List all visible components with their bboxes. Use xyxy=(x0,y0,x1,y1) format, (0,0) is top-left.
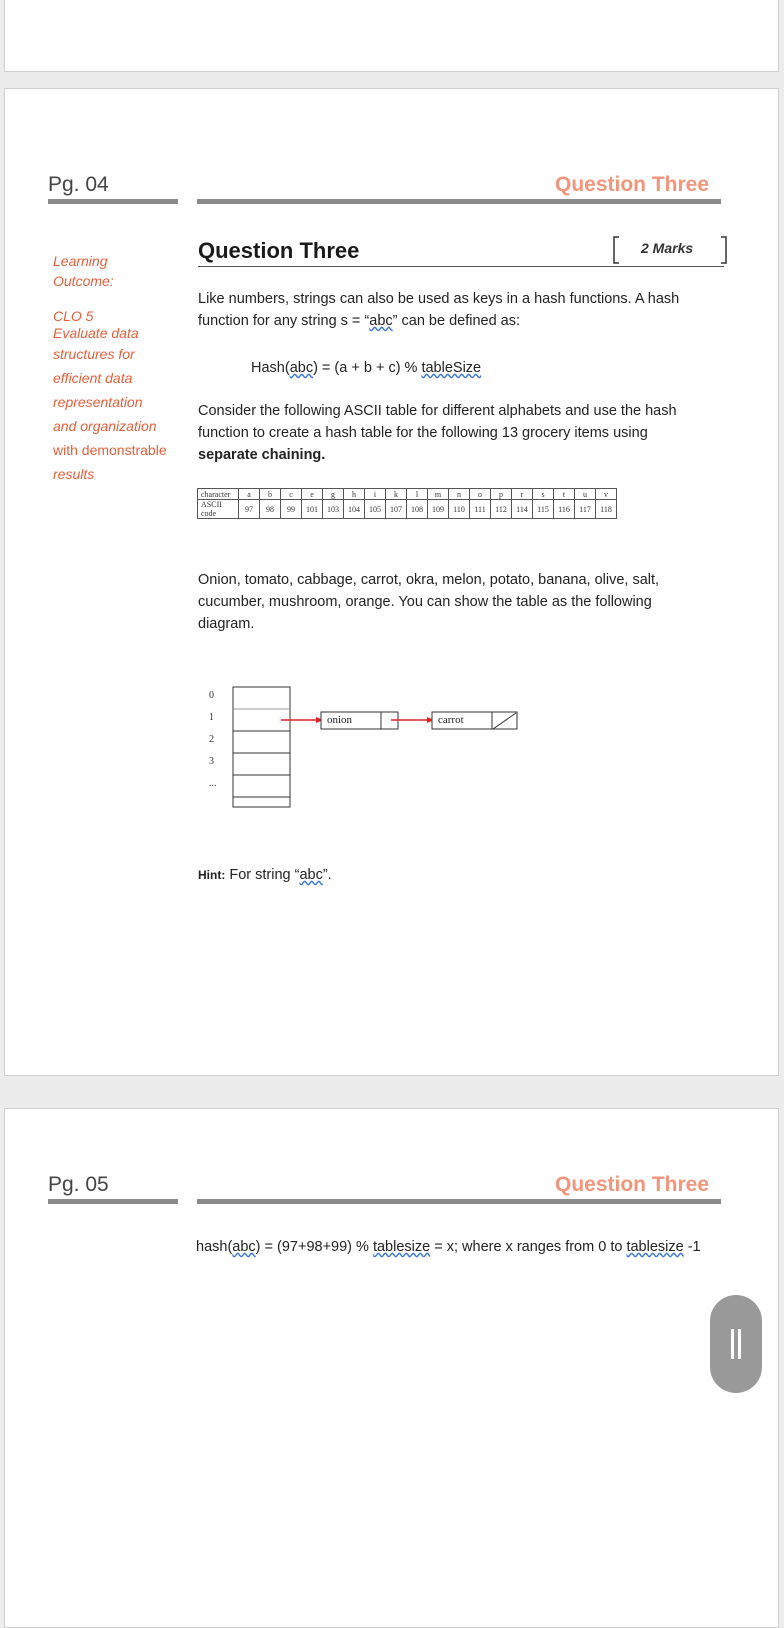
ascii-char-cell: h xyxy=(344,489,365,500)
ascii-char-cell: p xyxy=(491,489,512,500)
page-04 xyxy=(4,88,779,1076)
page-05 xyxy=(4,1108,779,1628)
scroll-handle[interactable] xyxy=(710,1295,762,1393)
ascii-table xyxy=(197,488,617,519)
right-rule xyxy=(197,199,721,204)
question-title: Question Three xyxy=(198,238,360,263)
ascii-code-cell: 105 xyxy=(365,500,386,519)
left-rule xyxy=(48,1199,178,1204)
page-number: Pg. 05 xyxy=(48,1173,109,1196)
consider-paragraph: Consider the following ASCII table for different alphabets and use the hash function to create a hash table for the following 13 grocery items using separate chaining. xyxy=(198,403,677,463)
right-rule xyxy=(197,1199,721,1204)
bucket-indices: 0 1 2 3 ... xyxy=(209,690,217,789)
ascii-char-cell: b xyxy=(260,489,281,500)
ascii-code-cell: 101 xyxy=(302,500,323,519)
clo-description: CLO 5 Evaluate data structures for efficient data representation and organization with demonstrable results xyxy=(53,308,167,482)
ascii-code-cell: 97 xyxy=(239,500,260,519)
page-number: Pg. 04 xyxy=(48,173,109,196)
ascii-char-cell: k xyxy=(386,489,407,500)
ascii-code-cell: 116 xyxy=(554,500,575,519)
ascii-code-cell: 118 xyxy=(596,500,617,519)
previous-page xyxy=(4,0,779,72)
hash-table-diagram xyxy=(195,685,535,815)
intro-paragraph: Like numbers, strings can also be used as keys in a hash functions. A hash function for any string s = “abc” can be defined as: xyxy=(198,291,680,329)
ascii-code-cell: 107 xyxy=(386,500,407,519)
ascii-code-cell: 103 xyxy=(323,500,344,519)
ascii-code-cell: 109 xyxy=(428,500,449,519)
section-header: Question Three xyxy=(555,173,710,196)
ascii-code-cell: 110 xyxy=(449,500,470,519)
ascii-code-cell: 99 xyxy=(281,500,302,519)
hash-answer-formula: hash(abc) = (97+98+99) % tablesize = x; where x ranges from 0 to tablesize -1 xyxy=(196,1239,701,1255)
node-onion: onion xyxy=(327,714,353,726)
hash-formula: Hash(abc) = (a + b + c) % tableSize xyxy=(251,360,482,376)
ascii-char-cell: l xyxy=(407,489,428,500)
ascii-char-cell: v xyxy=(596,489,617,500)
ascii-char-cell: a xyxy=(239,489,260,500)
ascii-code-row: ASCII code 97 98 99 101 103 104 105 107 108 109 110 111 112 114 115 116 117 118 xyxy=(198,500,617,519)
grocery-items-paragraph: Onion, tomato, cabbage, carrot, okra, melon, potato, banana, olive, salt, cucumber, mushroom, orange. You can show the table as the following diagram. xyxy=(198,572,660,632)
section-header: Question Three xyxy=(555,1173,710,1196)
ascii-code-cell: 114 xyxy=(512,500,533,519)
ascii-code-cell: 117 xyxy=(575,500,596,519)
ascii-code-cell: 115 xyxy=(533,500,554,519)
ascii-char-cell: c xyxy=(281,489,302,500)
ascii-code-cell: 112 xyxy=(491,500,512,519)
ascii-char-cell: t xyxy=(554,489,575,500)
ascii-char-cell: s xyxy=(533,489,554,500)
ascii-code-cell: 98 xyxy=(260,500,281,519)
ascii-code-cell: 104 xyxy=(344,500,365,519)
hint: Hint: For string “abc”. xyxy=(198,867,332,883)
ascii-char-cell: m xyxy=(428,489,449,500)
ascii-char-cell: n xyxy=(449,489,470,500)
ascii-code-cell: 108 xyxy=(407,500,428,519)
diagram-graphics xyxy=(195,685,535,815)
ascii-char-cell: o xyxy=(470,489,491,500)
ascii-char-row: character a b c e g h i k l m n o p r s t u v xyxy=(198,489,617,500)
learning-outcome-label: Learning Outcome: xyxy=(53,253,114,289)
marks: 2 Marks xyxy=(641,240,694,256)
ascii-char-cell: i xyxy=(365,489,386,500)
ascii-code-cell: 111 xyxy=(470,500,491,519)
node-carrot: carrot xyxy=(438,714,464,726)
ascii-char-cell: u xyxy=(575,489,596,500)
ascii-char-cell: g xyxy=(323,489,344,500)
ascii-char-cell: r xyxy=(512,489,533,500)
ascii-char-cell: e xyxy=(302,489,323,500)
left-rule xyxy=(48,199,178,204)
